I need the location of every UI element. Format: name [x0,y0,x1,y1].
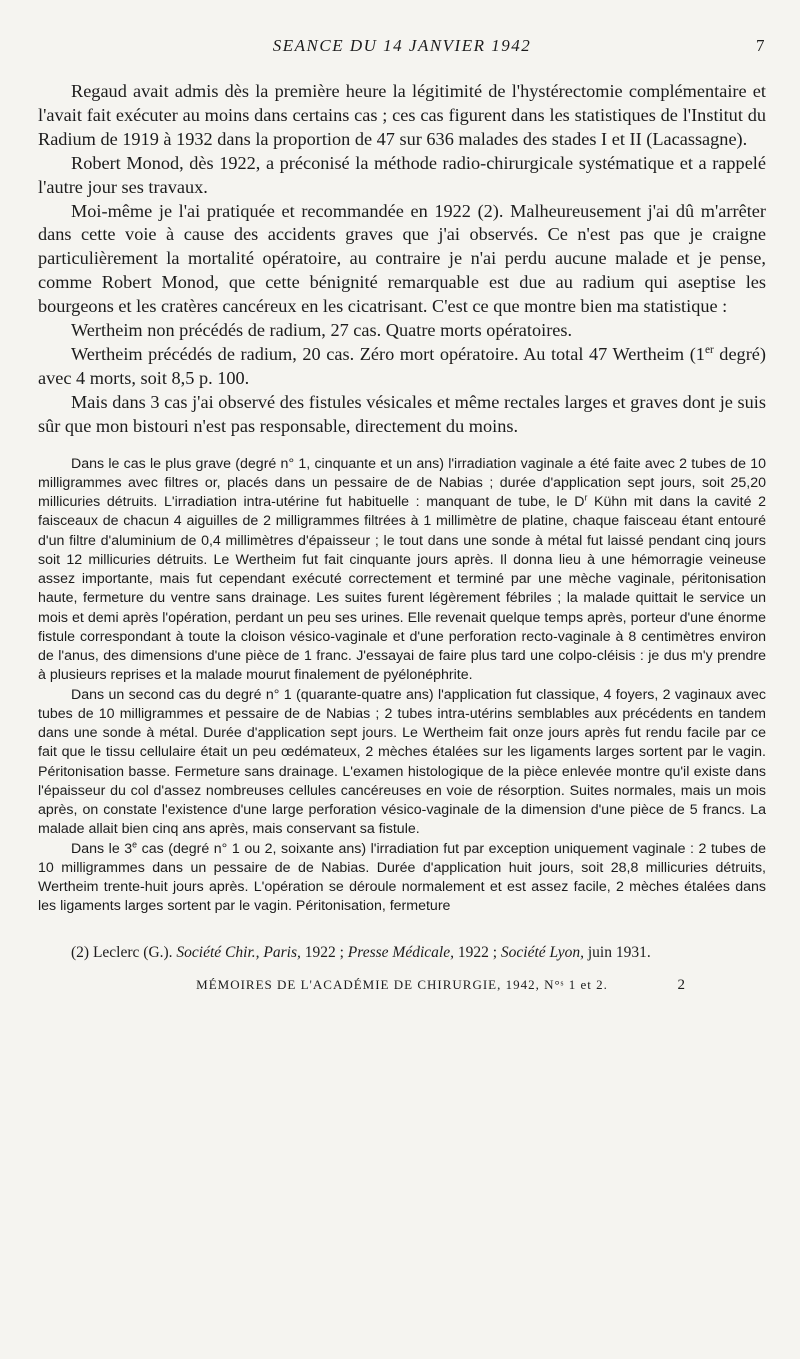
page-number: 7 [756,36,766,55]
page-footer [38,977,766,999]
footer-text: MÉMOIRES DE L'ACADÉMIE DE CHIRURGIE, 1942, N°ˢ 1 et 2. [196,976,608,992]
note-paragraph: Dans le 3e cas (degré n° 1 ou 2, soixante ans) l'irradiation fut par exception uniquement vaginale : 2 tubes de 10 milligrammes dans un pessaire de de Nabias. Durée d'application huit jours, soit 28,8 millicuries détruits, Wertheim trente-huit jours après. L'opération se déroule normalement et est assez facile, 2 mèches étalées dans les ligaments larges sortent par le vagin. Péritonisation, fermeture [38,838,766,915]
paragraph: Wertheim non précédés de radium, 27 cas. Quatre morts opératoires. [71,320,573,341]
running-title: SEANCE DU 14 JANVIER 1942 [272,36,532,55]
paragraph: Wertheim précédés de radium, 20 cas. Zéro mort opératoire. Au total 47 Wertheim (1er degré) avec 4 morts, soit 8,5 p. 100. [38,343,766,388]
paragraph: Mais dans 3 cas j'ai observé des fistules vésicales et même rectales larges et graves dont je suis sûr que mon bistouri n'est pas responsable, directement du moins. [38,391,766,436]
footnote: (2) Leclerc (G.). Société Chir., Paris, 1922 ; Presse Médicale, 1922 ; Société Lyon, juin 1931. [71,943,651,961]
running-header [38,36,766,60]
note-paragraph: Dans un second cas du degré n° 1 (quarante-quatre ans) l'application fut classique, 4 foyers, 2 vaginaux avec tubes de 10 milligrammes et pessaire de de Nabias ; 2 tubes intra-utérins semblables aux précédents en tandem dans une sonde à métal. Durée d'application sept jours. Le Wertheim fait onze jours après fut rendu facile par ce fait que le tissu cellulaire était un peu œdémateux, 2 mèches étalées sur les ligaments larges sortent par le vagin. Péritonisation basse. Fermeture sans drainage. L'examen histologique de la pièce enlevée montre qu'il existe dans l'épaisseur du col d'assez nombreuses cellules cancéreuses en voie de résorption. Suites normales, mais un mois après, on constate l'existence d'une large perforation vésico-vaginale de la dimension d'une pièce de 5 francs. La malade allait bien cinq ans après, mais conservant sa fistule. [38,686,766,838]
sheet-number: 2 [677,976,686,993]
paragraph: Moi-même je l'ai pratiquée et recommandée en 1922 (2). Malheureusement j'ai dû m'arrêter dans cette voie à cause des accidents graves que j'ai observés. Ce n'est pas que je craigne particulièrement la mortalité opératoire, au contraire je n'ai perdu aucune malade et je pense, comme Robert Monod, que cette bénignité remarquable est due au radium qui aseptise les bourgeons et les cratères cancéreux en les cicatrisant. C'est ce que montre bien ma statistique : [38,200,766,317]
paragraph: Regaud avait admis dès la première heure la légitimité de l'hystérectomie complémentaire et l'avait fait exécuter au moins dans certains cas ; ces cas figurent dans les statistiques de l'Institut du Radium de 1919 à 1932 dans la proportion de 47 sur 636 malades des stades I et II (Lacassagne). [38,81,766,149]
note-paragraph: Dans le cas le plus grave (degré n° 1, cinquante et un ans) l'irradiation vaginale a été faite avec 2 tubes de 10 milligrammes avec filtres or, placés dans un pessaire de de Nabias ; durée d'application sept jours, soit 25,20 millicuries détruits. L'irradiation intra-utérine fut habituelle : manquant de tube, le $D^r$ Kühn mit dans la cavité 2 faisceaux de chacun 4 aiguilles de 2 milligrammes filtrées à 1 millimètre de platine, chaque faisceau étant entouré d'un filtre d'aluminium de 0,4 millimètres d'épaisseur ; le tout dans une sonde à métal fut laissé pendant cinq jours soit 12 millicuries détruits. Le Wertheim fut fait cinquante jours après. Il donna lieu à une hémorragie veineuse assez importante, mais fut cependant exécuté correctement et terminé par une mèche vaginale, péritonisation haute, fermeture du ventre sans drainage. Les suites furent légèrement fébriles ; la malade quittait le service un mois et demi après l'opération, perdant un peu ses urines. Elle revenait quelque temps après, porteur d'une énorme fistule correspondant à toute la cloison vésico-vaginale et d'une perforation recto-vaginale à 8 centimètres environ de l'anus, des dimensions d'une pièce de 1 franc. J'essayai de faire plus tard une colpo-cléisis : je dus m'y prendre à plusieurs reprises et la malade mourut finalement de pyélonéphrite. [38,455,766,684]
main-text [38,80,766,439]
page [38,36,766,999]
paragraph: Robert Monod, dès 1922, a préconisé la méthode radio-chirurgicale systématique et a rappelé l'autre jour ses travaux. [38,152,766,197]
case-notes [38,455,766,917]
